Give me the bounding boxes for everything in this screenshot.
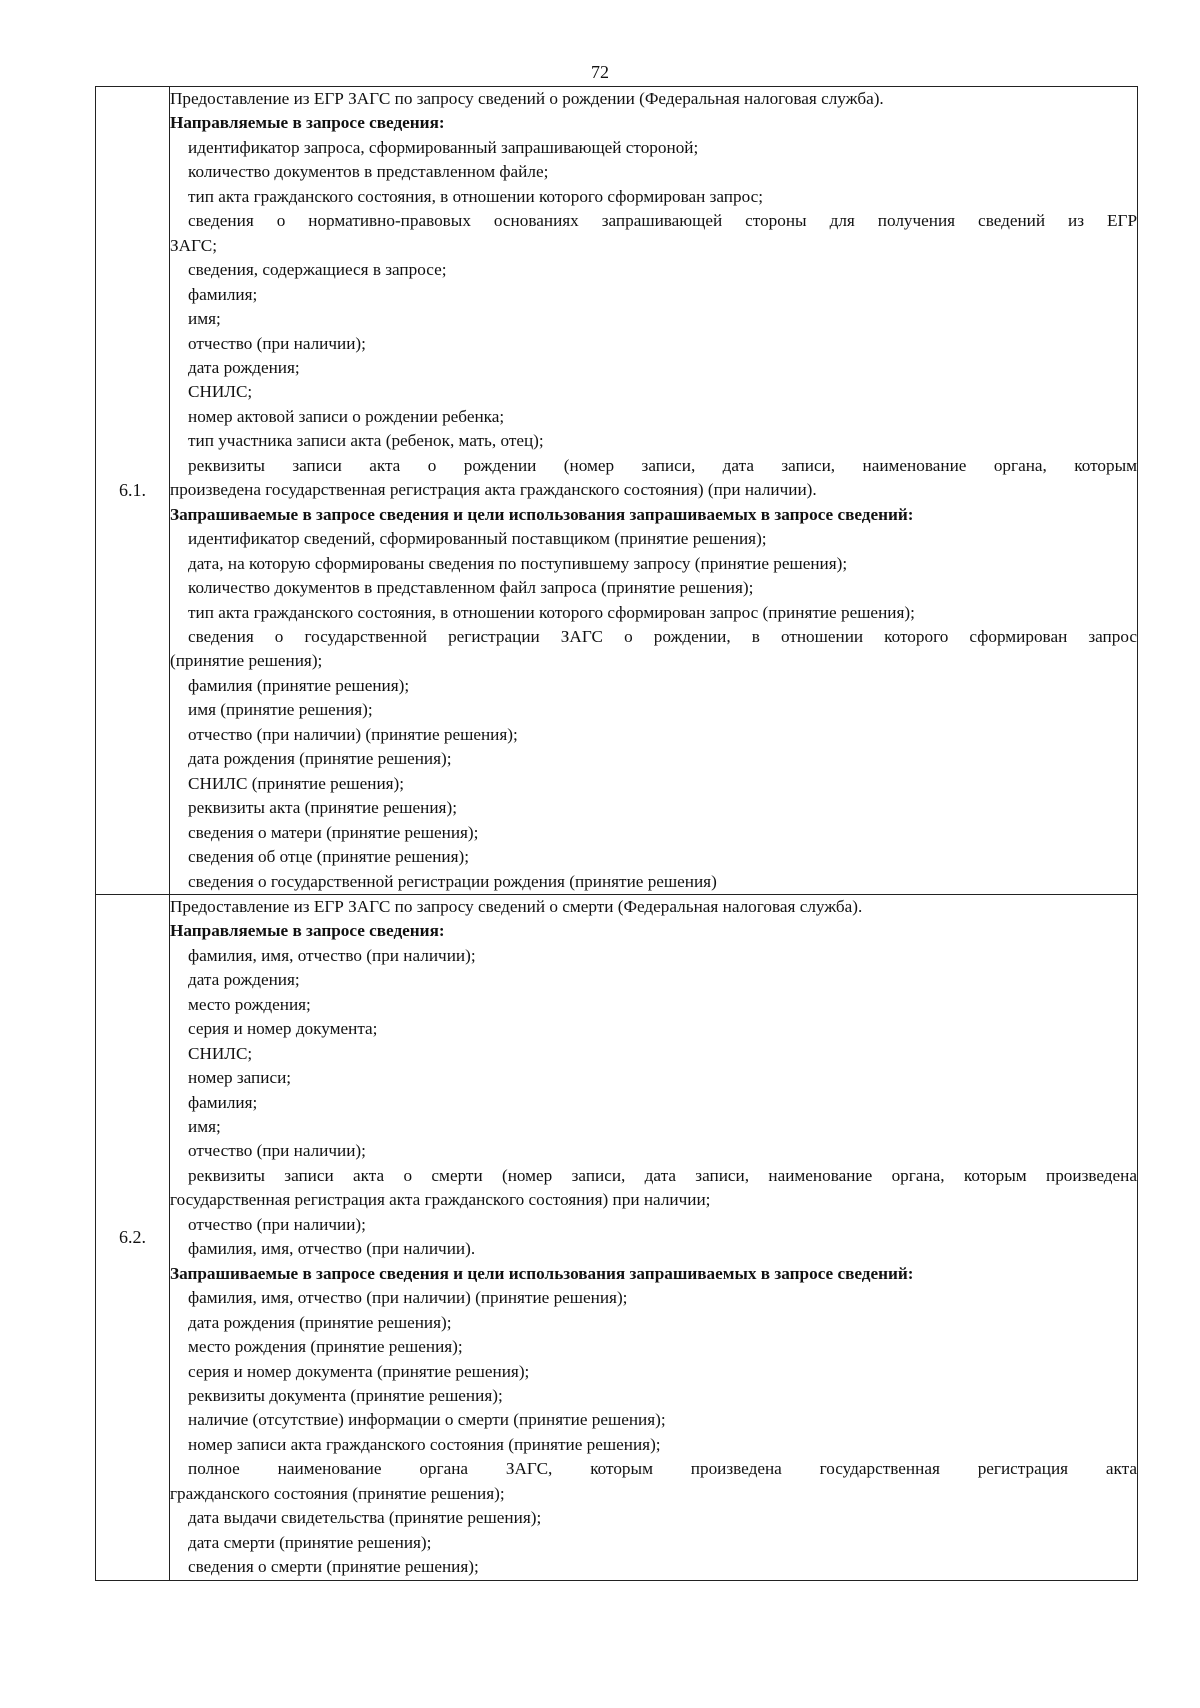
text-line: тип акта гражданского состояния, в отношении которого сформирован запрос; <box>188 186 764 206</box>
text-line: Предоставление из ЕГР ЗАГС по запросу сведений о рождении (Федеральная налоговая служба). <box>170 89 884 108</box>
text-line: сведения об отце (принятие решения); <box>188 847 469 867</box>
text-line: количество документов в представленном файл запроса (принятие решения); <box>188 578 754 598</box>
text-line: имя; <box>188 1117 221 1137</box>
text-line: СНИЛС; <box>188 382 253 402</box>
text-line: отчество (при наличии); <box>188 333 366 353</box>
text-line: отчество (при наличии); <box>188 1141 366 1161</box>
text-line: реквизиты акта (принятие решения); <box>188 798 457 818</box>
text-line: дата рождения; <box>188 970 300 990</box>
text-line: ЗАГС; <box>170 235 217 255</box>
text-line: сведения о нормативно-правовых основаниях запрашивающей стороны для получения сведений из ЕГР <box>188 211 1137 231</box>
text-line: Предоставление из ЕГР ЗАГС по запросу сведений о смерти (Федеральная налоговая служба). <box>170 896 863 916</box>
text-line: (принятие решения); <box>170 651 323 671</box>
text-line: тип акта гражданского состояния, в отношении которого сформирован запрос (принятие решения); <box>188 602 915 622</box>
text-line: фамилия; <box>188 1092 258 1112</box>
table-row <box>96 894 1138 1580</box>
page-number: 72 <box>591 62 609 82</box>
text-line: сведения о матери (принятие решения); <box>188 822 479 842</box>
section-heading: Запрашиваемые в запросе сведения и цели использования запрашиваемых в запросе сведений: <box>170 504 914 524</box>
text-line: фамилия (принятие решения); <box>188 675 410 695</box>
text-line: полное наименование органа ЗАГС, которым произведена государственная регистрация акта <box>188 1459 1137 1479</box>
text-line: номер актовой записи о рождении ребенка; <box>188 406 505 426</box>
table-row <box>96 87 1138 895</box>
text-line: номер записи; <box>188 1068 292 1088</box>
text-line: фамилия; <box>188 284 258 304</box>
text-line: наличие (отсутствие) информации о смерти (принятие решения); <box>188 1410 666 1430</box>
text-line: дата смерти (принятие решения); <box>188 1532 432 1552</box>
text-line: номер записи акта гражданского состояния (принятие решения); <box>188 1434 661 1454</box>
text-line: сведения о государственной регистрации ЗАГС о рождении, в отношении которого сформирован запрос <box>188 626 1137 646</box>
text-line: произведена государственная регистрация акта гражданского состояния) (при наличии). <box>170 480 817 500</box>
text-line: реквизиты записи акта о рождении (номер записи, дата записи, наименование органа, которым <box>188 455 1137 475</box>
section-heading: Запрашиваемые в запросе сведения и цели использования запрашиваемых в запросе сведений: <box>170 1263 914 1283</box>
row-number: 6.1. <box>96 87 170 895</box>
text-line: дата, на которую сформированы сведения по поступившему запросу (принятие решения); <box>188 553 848 573</box>
text-line: дата рождения (принятие решения); <box>188 749 452 769</box>
text-line: дата выдачи свидетельства (принятие решения); <box>188 1508 542 1528</box>
text-line: идентификатор сведений, сформированный поставщиком (принятие решения); <box>188 529 767 549</box>
text-line: СНИЛС (принятие решения); <box>188 773 405 793</box>
text-line: реквизиты записи акта о смерти (номер записи, дата записи, наименование органа, которым произведена <box>188 1165 1137 1185</box>
text-line: место рождения (принятие решения); <box>188 1337 463 1357</box>
text-line: отчество (при наличии); <box>188 1214 366 1234</box>
text-line: тип участника записи акта (ребенок, мать, отец); <box>188 431 544 451</box>
text-line: отчество (при наличии) (принятие решения); <box>188 724 518 744</box>
text-line: количество документов в представленном файле; <box>188 162 549 182</box>
text-line: сведения, содержащиеся в запросе; <box>188 260 447 280</box>
text-line: фамилия, имя, отчество (при наличии). <box>188 1239 476 1259</box>
text-line: идентификатор запроса, сформированный запрашивающей стороной; <box>188 137 699 157</box>
text-line: фамилия, имя, отчество (при наличии) (принятие решения); <box>188 1288 628 1308</box>
section-heading: Направляемые в запросе сведения: <box>170 113 445 133</box>
text-line: дата рождения; <box>188 357 300 377</box>
text-line: имя; <box>188 309 221 329</box>
row-content <box>170 87 1138 895</box>
text-line: гражданского состояния (принятие решения); <box>170 1483 505 1503</box>
document-table <box>95 86 1138 1581</box>
text-line: СНИЛС; <box>188 1043 253 1063</box>
text-line: государственная регистрация акта гражданского состояния) при наличии; <box>170 1190 711 1210</box>
text-line: имя (принятие решения); <box>188 700 373 720</box>
text-line: серия и номер документа (принятие решения); <box>188 1361 530 1381</box>
text-line: серия и номер документа; <box>188 1019 378 1039</box>
text-line: реквизиты документа (принятие решения); <box>188 1386 503 1406</box>
text-line: сведения о государственной регистрации рождения (принятие решения) <box>188 871 717 891</box>
row-number: 6.2. <box>96 894 170 1580</box>
text-line: дата рождения (принятие решения); <box>188 1312 452 1332</box>
text-line: фамилия, имя, отчество (при наличии); <box>188 945 476 965</box>
section-heading: Направляемые в запросе сведения: <box>170 921 445 941</box>
row-content <box>170 894 1138 1580</box>
text-line: сведения о смерти (принятие решения); <box>188 1557 479 1577</box>
text-line: место рождения; <box>188 994 311 1014</box>
